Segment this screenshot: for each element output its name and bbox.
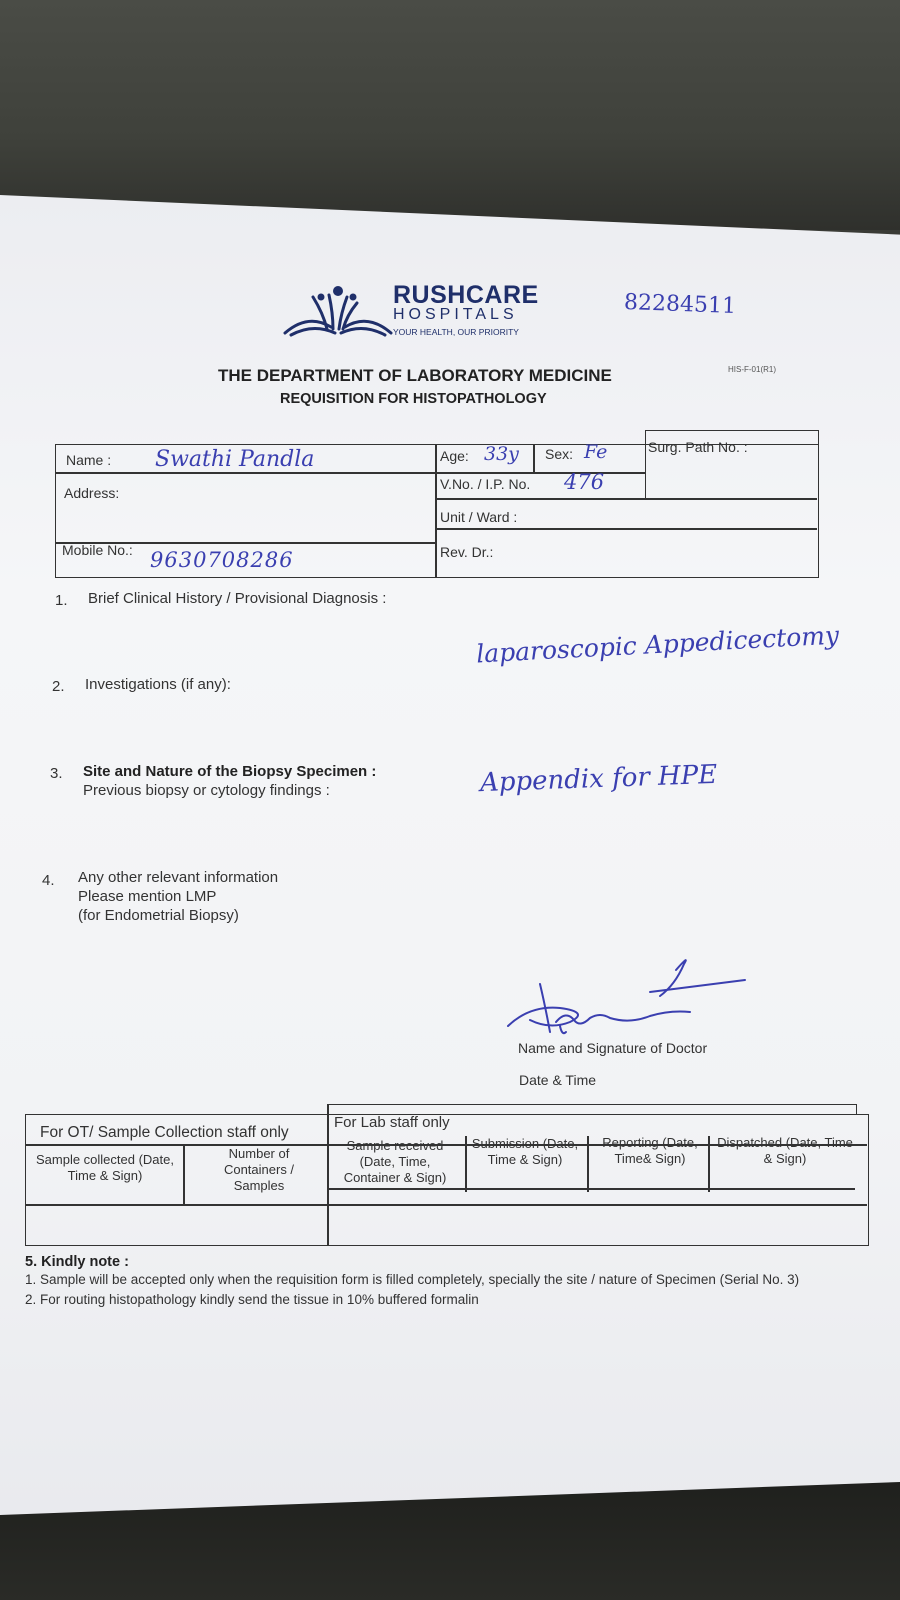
section-3-number: 3. bbox=[50, 765, 63, 782]
other-info-line-2: Please mention LMP bbox=[78, 888, 217, 905]
brand-name: RUSHCARE bbox=[393, 281, 539, 309]
ot-staff-header: For OT/ Sample Collection staff only bbox=[40, 1124, 289, 1141]
col-containers: Number of Containers / Samples bbox=[223, 1146, 295, 1193]
other-info-line-3: (for Endometrial Biopsy) bbox=[78, 907, 239, 924]
other-info-line-1: Any other relevant information bbox=[78, 869, 279, 886]
brand-tagline: YOUR HEALTH, OUR PRIORITY bbox=[393, 327, 519, 337]
lotus-logo-icon bbox=[283, 283, 393, 341]
mobile-label: Mobile No.: bbox=[62, 542, 133, 558]
name-value[interactable]: Swathi Pandla bbox=[155, 447, 315, 472]
vno-label: V.No. / I.P. No. bbox=[440, 476, 531, 492]
doctor-signature-icon bbox=[500, 950, 760, 1040]
lab-staff-header: For Lab staff only bbox=[334, 1114, 450, 1131]
rev-dr-label: Rev. Dr.: bbox=[440, 544, 494, 560]
col-submission: Submission (Date, Time & Sign) bbox=[471, 1136, 579, 1167]
col-sample-collected: Sample collected (Date, Time & Sign) bbox=[35, 1152, 174, 1183]
sex-label: Sex: bbox=[545, 446, 574, 462]
col-sample-received: Sample received (Date, Time, Container & Sign) bbox=[343, 1138, 447, 1185]
section-1-number: 1. bbox=[55, 592, 68, 609]
address-label: Address: bbox=[64, 485, 120, 501]
clinical-history-value[interactable]: laparoscopic Appedicectomy bbox=[475, 620, 840, 669]
date-time-label: Date & Time bbox=[519, 1072, 597, 1088]
doctor-signature-label: Name and Signature of Doctor bbox=[518, 1040, 708, 1056]
sex-value[interactable]: Fe bbox=[584, 441, 608, 463]
notes-title: 5. Kindly note : bbox=[25, 1254, 129, 1270]
age-label: Age: bbox=[440, 448, 469, 464]
investigations-label: Investigations (if any): bbox=[85, 676, 231, 693]
biopsy-site-value[interactable]: Appendix for HPE bbox=[479, 759, 718, 799]
brand-subname: HOSPITALS bbox=[393, 306, 518, 323]
clinical-history-label: Brief Clinical History / Provisional Diagnosis : bbox=[88, 590, 387, 607]
col-reporting: Reporting (Date, Time& Sign) bbox=[602, 1135, 698, 1166]
form-title: REQUISITION FOR HISTOPATHOLOGY bbox=[280, 391, 547, 407]
department-title: THE DEPARTMENT OF LABORATORY MEDICINE bbox=[218, 366, 612, 385]
previous-biopsy-label: Previous biopsy or cytology findings : bbox=[83, 782, 330, 799]
surg-path-label: Surg. Path No. : bbox=[648, 439, 748, 455]
unit-ward-label: Unit / Ward : bbox=[440, 509, 518, 525]
note-1: 1. Sample will be accepted only when the requisition form is filled completely, specially the site / nature of Specimen (Serial No. 3) bbox=[25, 1272, 800, 1287]
vno-value[interactable]: 476 bbox=[564, 470, 605, 494]
table-surface-top bbox=[0, 0, 900, 230]
section-2-number: 2. bbox=[52, 678, 65, 695]
biopsy-site-label: Site and Nature of the Biopsy Specimen : bbox=[83, 763, 377, 780]
form-code: HIS-F-01(R1) bbox=[728, 365, 777, 374]
col-dispatched: Dispatched (Date, Time & Sign) bbox=[717, 1135, 853, 1166]
note-2: 2. For routing histopathology kindly send the tissue in 10% buffered formalin bbox=[25, 1292, 479, 1307]
section-4-number: 4. bbox=[42, 872, 55, 889]
mobile-value[interactable]: 9630708286 bbox=[150, 548, 294, 572]
handwritten-number: 82284511 bbox=[623, 290, 737, 319]
age-value[interactable]: 33y bbox=[484, 443, 519, 465]
name-label: Name : bbox=[66, 452, 112, 468]
